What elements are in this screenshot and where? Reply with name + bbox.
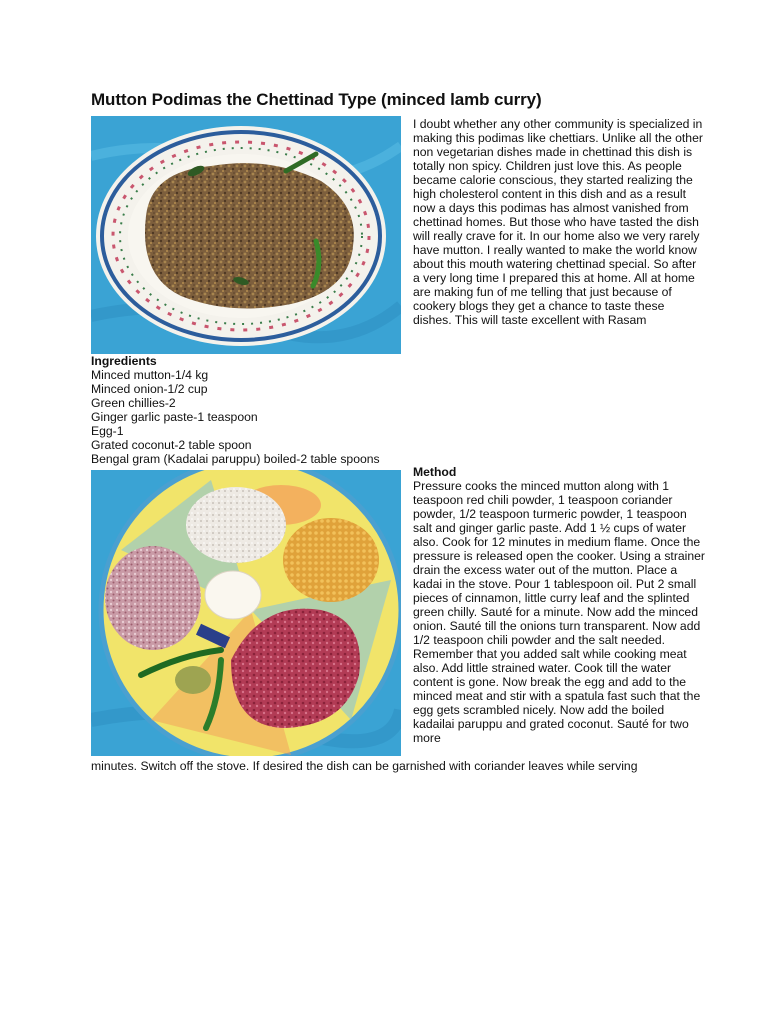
list-item: Green chillies-2 [91, 396, 176, 410]
method-paragraph: Pressure cooks the minced mutton along with 1 teaspoon red chili powder, 1 teaspoon coriander powder, 1/2 teaspoon turmeric powder, 1 teaspoon salt and ginger garlic paste. Add 1 ½ cups of water also. Cook for 12 minutes in medium flame. Once the pressure is released open the cooker. Using a strainer drain the excess water out of the mutton. Place a kadai in the stove. Pour 1 tablespoon oil. Put 2 small pieces of cinnamon, little curry leaf and the splinted green chilly. Sauté for a minute. Now add the minced onion. Sauté till the onions turn transparent. Now add 1/2 teaspoon chili powder and the salt needed. Remember that you added salt while cooking meat also. Add little strained water. Cook till the water content is gone. Now break the egg and add to the minced meat and stir with a spatula fast such that the egg gets scrambled nicely. Now add the boiled kadailai paruppu and grated coconut. Sauté for two more [413, 479, 705, 745]
list-item: Grated coconut-2 table spoon [91, 438, 252, 452]
list-item: Minced mutton-1/4 kg [91, 368, 209, 382]
ingredients-section [91, 354, 411, 466]
list-item: Ginger garlic paste-1 teaspoon [91, 410, 258, 424]
list-item: Minced onion-1/2 cup [91, 382, 208, 396]
list-item: Egg-1 [91, 424, 124, 438]
ingredients-list [91, 368, 411, 466]
ingredients-photo [91, 470, 401, 756]
finished-dish-photo [91, 116, 401, 354]
ingredients-heading: Ingredients [91, 354, 157, 368]
list-item: Bengal gram (Kadalai paruppu) boiled-2 table spoons [91, 452, 380, 466]
method-paragraph-continued: minutes. Switch off the stove. If desired the dish can be garnished with coriander leaves while serving [91, 759, 638, 773]
intro-paragraph: I doubt whether any other community is specialized in making this podimas like chettiars. Unlike all the other non vegetarian dishes made in chettinad this dish is totally non spicy. Children just love this. As people became calorie conscious, they started realizing the high cholesterol content in this dish and as a result now a days this podimas has almost vanished from chettinad homes. But those who have tasted the dish will really crave for it. In our home also we very rarely have mutton. I really wanted to make the world know about this mouth watering chettinad special. So after a very long time I prepared this at home. All at home are making fun of me telling that just because of cookery blogs they get a chance to taste these dishes. This will taste excellent with Rasam [413, 117, 703, 327]
recipe-title: Mutton Podimas the Chettinad Type (minced lamb curry) [91, 90, 542, 109]
method-heading: Method [413, 465, 457, 479]
